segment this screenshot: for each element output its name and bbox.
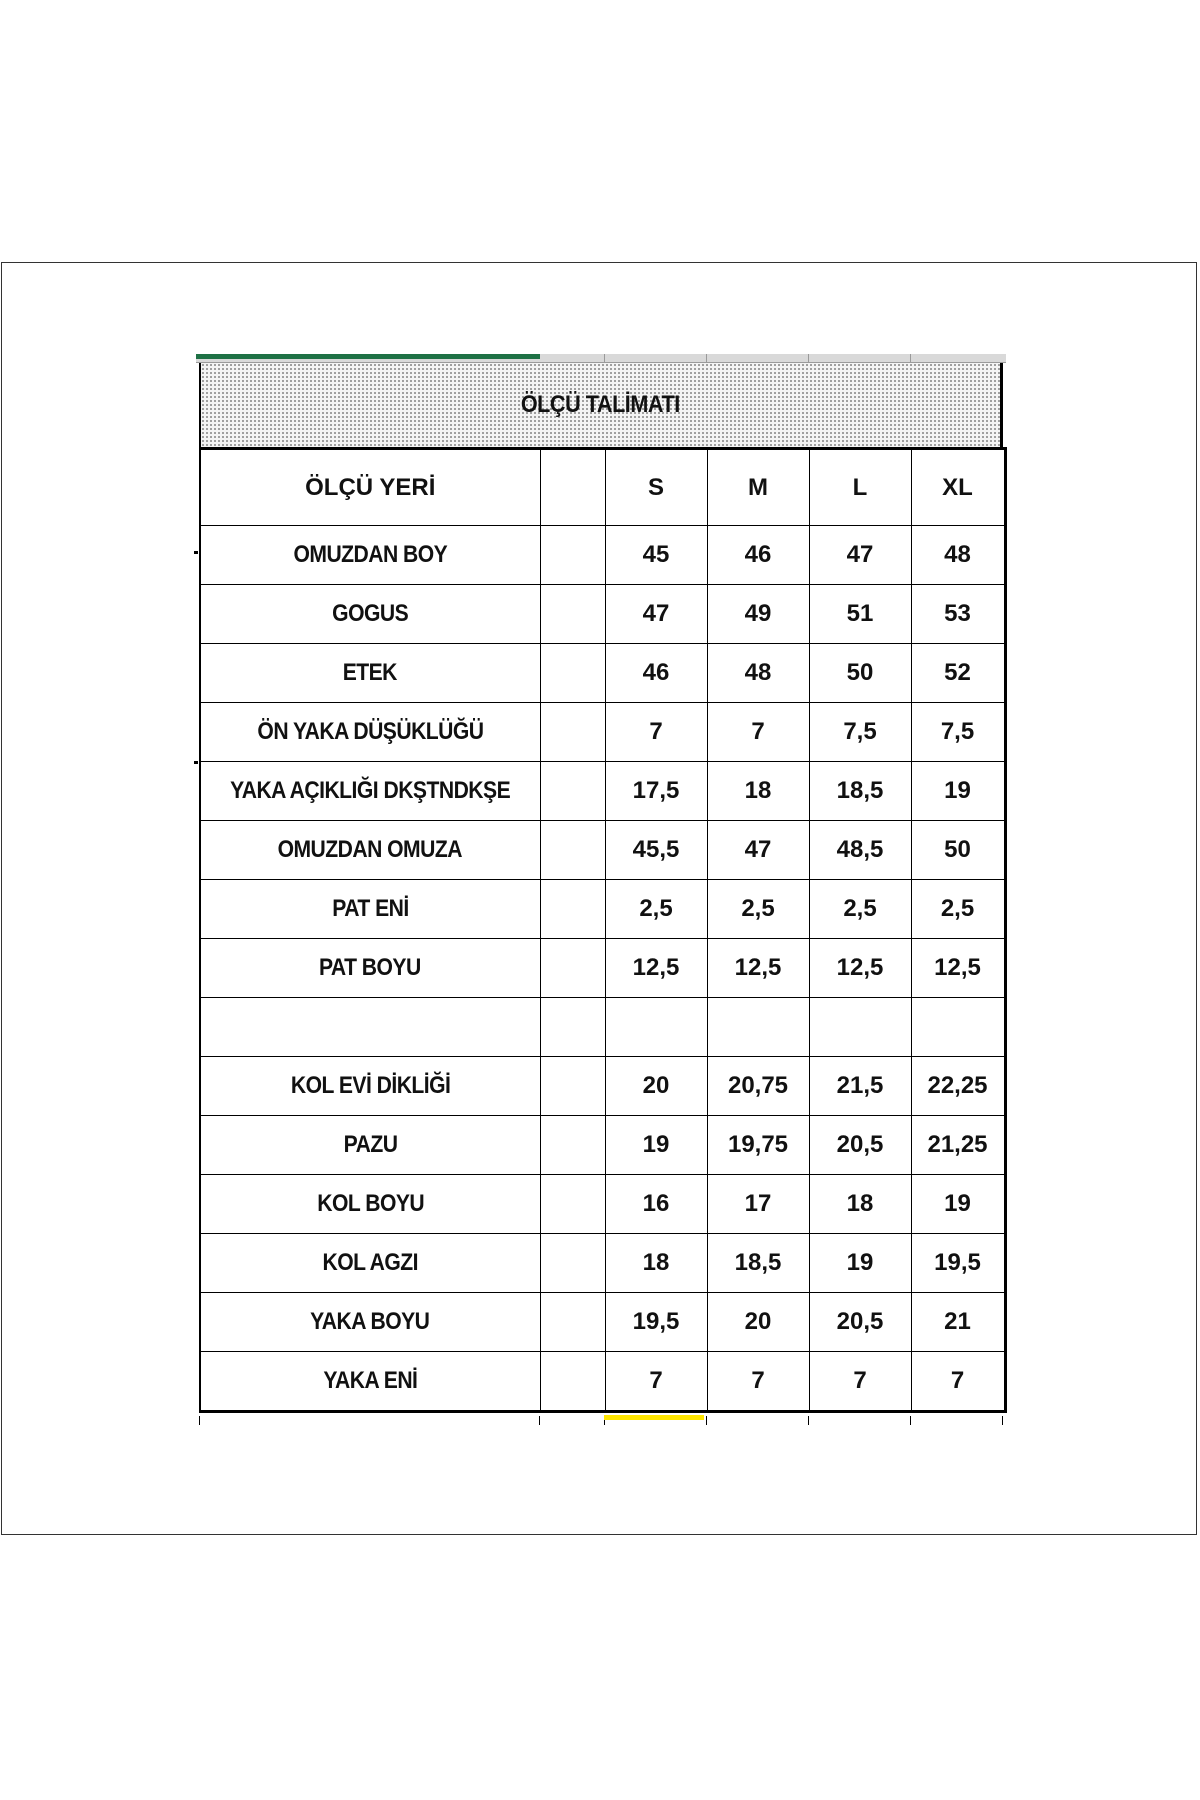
blank-cell bbox=[540, 1057, 605, 1116]
measure-name: ÖN YAKA DÜŞÜKLÜĞÜ bbox=[257, 718, 484, 745]
value-cell-l: 47 bbox=[809, 526, 911, 585]
value-cell-xl: 52 bbox=[911, 644, 1005, 703]
blank-cell bbox=[540, 1293, 605, 1352]
selected-column-indicator bbox=[196, 354, 540, 359]
value-cell-l: 48,5 bbox=[809, 821, 911, 880]
spreadsheet-header-strip bbox=[196, 354, 1006, 363]
measure-name-cell bbox=[200, 1057, 540, 1116]
value-cell-xl: 53 bbox=[911, 585, 1005, 644]
value-cell-m: 18,5 bbox=[707, 1234, 809, 1293]
value-cell-m: 12,5 bbox=[707, 939, 809, 998]
measure-name-cell bbox=[200, 1293, 540, 1352]
measure-name: YAKA BOYU bbox=[310, 1308, 430, 1335]
value-cell-m: 20,75 bbox=[707, 1057, 809, 1116]
value-cell-xl: 2,5 bbox=[911, 880, 1005, 939]
blank-cell bbox=[540, 1175, 605, 1234]
value-cell-xl bbox=[911, 998, 1005, 1057]
value-cell-m: 7 bbox=[707, 1352, 809, 1412]
value-cell-xl: 19 bbox=[911, 1175, 1005, 1234]
value-cell-l: 18,5 bbox=[809, 762, 911, 821]
table-row bbox=[200, 703, 1005, 762]
header-size-s: S bbox=[605, 449, 707, 526]
value-cell-s: 19 bbox=[605, 1116, 707, 1175]
blank-cell bbox=[540, 644, 605, 703]
table-row bbox=[200, 880, 1005, 939]
value-cell-xl: 21 bbox=[911, 1293, 1005, 1352]
measure-name-cell bbox=[200, 703, 540, 762]
measure-name: ETEK bbox=[343, 659, 398, 686]
table-row bbox=[200, 1116, 1005, 1175]
header-size-xl: XL bbox=[911, 449, 1005, 526]
value-cell-l: 7,5 bbox=[809, 703, 911, 762]
value-cell-l: 50 bbox=[809, 644, 911, 703]
measure-name: KOL EVİ DİKLİĞİ bbox=[290, 1072, 450, 1099]
value-cell-m: 18 bbox=[707, 762, 809, 821]
value-cell-s: 12,5 bbox=[605, 939, 707, 998]
value-cell-l: 51 bbox=[809, 585, 911, 644]
table-row bbox=[200, 998, 1005, 1057]
value-cell-m: 19,75 bbox=[707, 1116, 809, 1175]
value-cell-s: 7 bbox=[605, 703, 707, 762]
value-cell-m: 47 bbox=[707, 821, 809, 880]
value-cell-s: 7 bbox=[605, 1352, 707, 1412]
blank-cell bbox=[540, 939, 605, 998]
value-cell-l: 20,5 bbox=[809, 1116, 911, 1175]
table-row bbox=[200, 526, 1005, 585]
header-measure-label: ÖLÇÜ YERİ bbox=[200, 449, 540, 526]
header-size-m: M bbox=[707, 449, 809, 526]
value-cell-xl: 48 bbox=[911, 526, 1005, 585]
blank-cell bbox=[540, 1234, 605, 1293]
table-row bbox=[200, 644, 1005, 703]
measure-name-cell bbox=[200, 1175, 540, 1234]
table-header-row bbox=[200, 449, 1005, 526]
blank-cell bbox=[540, 880, 605, 939]
table-row bbox=[200, 1352, 1005, 1412]
value-cell-xl: 7,5 bbox=[911, 703, 1005, 762]
value-cell-m: 7 bbox=[707, 703, 809, 762]
value-cell-s: 18 bbox=[605, 1234, 707, 1293]
table-row bbox=[200, 1175, 1005, 1234]
value-cell-m: 17 bbox=[707, 1175, 809, 1234]
value-cell-s bbox=[605, 998, 707, 1057]
measure-name-cell bbox=[200, 939, 540, 998]
measure-name-cell bbox=[200, 526, 540, 585]
chart-title: ÖLÇÜ TALİMATI bbox=[521, 391, 680, 418]
measure-name-cell bbox=[200, 1234, 540, 1293]
measure-name: KOL AGZI bbox=[322, 1249, 419, 1276]
value-cell-m: 20 bbox=[707, 1293, 809, 1352]
value-cell-s: 47 bbox=[605, 585, 707, 644]
measure-name: GOGUS bbox=[332, 600, 409, 627]
table-row bbox=[200, 585, 1005, 644]
value-cell-s: 45,5 bbox=[605, 821, 707, 880]
measure-name-cell bbox=[200, 998, 540, 1057]
value-cell-xl: 50 bbox=[911, 821, 1005, 880]
value-cell-l: 2,5 bbox=[809, 880, 911, 939]
blank-cell bbox=[540, 998, 605, 1057]
value-cell-xl: 12,5 bbox=[911, 939, 1005, 998]
measure-name: PAZU bbox=[343, 1131, 398, 1158]
value-cell-xl: 22,25 bbox=[911, 1057, 1005, 1116]
measure-name-cell bbox=[200, 821, 540, 880]
measure-name: PAT BOYU bbox=[319, 954, 422, 981]
measure-name-cell bbox=[200, 1116, 540, 1175]
measure-name: KOL BOYU bbox=[316, 1190, 424, 1217]
value-cell-l: 18 bbox=[809, 1175, 911, 1234]
value-cell-l: 20,5 bbox=[809, 1293, 911, 1352]
value-cell-s: 46 bbox=[605, 644, 707, 703]
value-cell-s: 16 bbox=[605, 1175, 707, 1234]
value-cell-l: 19 bbox=[809, 1234, 911, 1293]
value-cell-l: 7 bbox=[809, 1352, 911, 1412]
value-cell-xl: 19 bbox=[911, 762, 1005, 821]
measure-name-cell bbox=[200, 585, 540, 644]
value-cell-s: 20 bbox=[605, 1057, 707, 1116]
value-cell-xl: 19,5 bbox=[911, 1234, 1005, 1293]
value-cell-xl: 7 bbox=[911, 1352, 1005, 1412]
selected-cell-highlight bbox=[604, 1415, 704, 1420]
value-cell-l bbox=[809, 998, 911, 1057]
value-cell-m: 46 bbox=[707, 526, 809, 585]
header-blank-cell bbox=[540, 449, 605, 526]
blank-cell bbox=[540, 703, 605, 762]
table-row bbox=[200, 1234, 1005, 1293]
value-cell-m: 48 bbox=[707, 644, 809, 703]
value-cell-s: 45 bbox=[605, 526, 707, 585]
blank-cell bbox=[540, 762, 605, 821]
measure-name-cell bbox=[200, 1352, 540, 1412]
blank-cell bbox=[540, 585, 605, 644]
blank-cell bbox=[540, 821, 605, 880]
value-cell-s: 19,5 bbox=[605, 1293, 707, 1352]
measure-name: OMUZDAN BOY bbox=[293, 541, 448, 568]
size-table bbox=[199, 447, 1007, 1413]
value-cell-s: 2,5 bbox=[605, 880, 707, 939]
measure-name: PAT ENİ bbox=[331, 895, 409, 922]
table-row bbox=[200, 1057, 1005, 1116]
table-row bbox=[200, 821, 1005, 880]
size-chart-sheet bbox=[196, 354, 1006, 1426]
blank-cell bbox=[540, 1352, 605, 1412]
measure-name: YAKA AÇIKLIĞI DKŞTNDKŞE bbox=[230, 777, 511, 804]
blank-cell bbox=[540, 526, 605, 585]
value-cell-m: 49 bbox=[707, 585, 809, 644]
measure-name: YAKA ENİ bbox=[323, 1367, 418, 1394]
value-cell-m bbox=[707, 998, 809, 1057]
chart-title-band bbox=[199, 363, 1003, 447]
measure-name-cell bbox=[200, 644, 540, 703]
measure-name: OMUZDAN OMUZA bbox=[278, 836, 463, 863]
header-size-l: L bbox=[809, 449, 911, 526]
table-row bbox=[200, 1293, 1005, 1352]
measure-name-cell bbox=[200, 762, 540, 821]
table-row bbox=[200, 939, 1005, 998]
value-cell-xl: 21,25 bbox=[911, 1116, 1005, 1175]
blank-cell bbox=[540, 1116, 605, 1175]
measure-name-cell bbox=[200, 880, 540, 939]
value-cell-s: 17,5 bbox=[605, 762, 707, 821]
value-cell-m: 2,5 bbox=[707, 880, 809, 939]
value-cell-l: 21,5 bbox=[809, 1057, 911, 1116]
table-row bbox=[200, 762, 1005, 821]
value-cell-l: 12,5 bbox=[809, 939, 911, 998]
